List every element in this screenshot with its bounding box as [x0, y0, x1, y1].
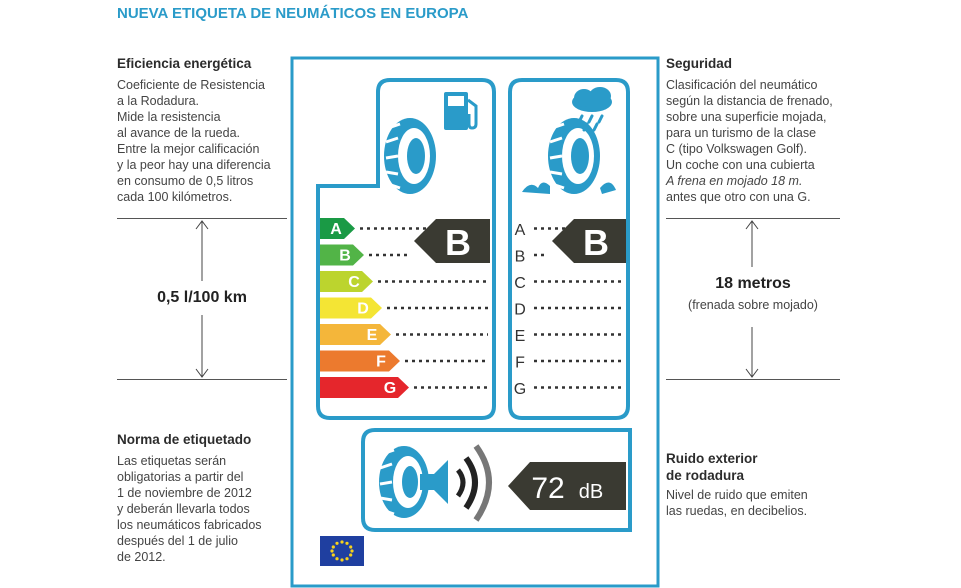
text-line: y deberán llevarla todos — [117, 502, 250, 516]
page-title: NUEVA ETIQUETA DE NEUMÁTICOS EN EUROPA — [117, 5, 469, 22]
wet-grade-label: A — [514, 222, 526, 239]
labeling-rule-heading: Norma de etiquetado — [117, 432, 252, 447]
text-line: los neumáticos fabricados — [117, 518, 262, 532]
labeling-rule-text — [117, 453, 297, 565]
text-line: en consumo de 0,5 litros — [117, 174, 254, 188]
eu-flag-icon — [320, 536, 364, 566]
fuel-grade-label: C — [348, 274, 360, 291]
wet-grade-label: G — [513, 381, 527, 398]
fuel-grade-arrow-e — [320, 324, 391, 345]
noise-unit: dB — [578, 481, 604, 503]
fuel-grade-arrow-f — [320, 351, 400, 372]
wet-grade-label: B — [514, 248, 526, 266]
fuel-grade-label: D — [357, 300, 369, 318]
fuel-grade-arrow-c — [320, 271, 373, 292]
text-line: Las etiquetas serán — [117, 454, 227, 468]
text-line: de 2012. — [117, 550, 166, 564]
wet-rating-letter: B — [583, 222, 609, 263]
fuel-grade-arrow-d — [320, 298, 382, 319]
wet-grade-label: C — [514, 275, 526, 292]
text-line: y la peor hay una diferencia — [117, 158, 271, 172]
fuel-grade-label: G — [383, 380, 397, 397]
noise-text — [666, 487, 866, 519]
heading-line: de rodadura — [666, 468, 745, 483]
text-line: según la distancia de frenado, — [666, 94, 833, 108]
noise-heading — [666, 450, 758, 484]
fuel-grade-label: E — [366, 327, 378, 344]
text-line: sobre una superficie mojada, — [666, 110, 827, 124]
text-line: A frena en mojado 18 m. — [666, 174, 803, 188]
text-line: Nivel de ruido que emiten — [666, 488, 808, 502]
text-line: a la Rodadura. — [117, 94, 200, 108]
energy-efficiency-heading: Eficiencia energética — [117, 56, 252, 71]
braking-distance-value: 18 metros — [715, 275, 791, 292]
text-line: antes que otro con una G. — [666, 190, 811, 204]
text-line: Entre la mejor calificación — [117, 142, 260, 156]
heading-line: Ruido exterior — [666, 451, 758, 466]
safety-text — [666, 77, 866, 205]
fuel-grade-label: F — [376, 353, 386, 371]
tire-icon — [384, 118, 436, 194]
text-line: Un coche con una cubierta — [666, 158, 815, 172]
wet-grade-label: F — [515, 354, 525, 372]
text-line: Clasificación del neumático — [666, 78, 818, 92]
energy-efficiency-text — [117, 77, 297, 205]
tire-label — [290, 56, 662, 588]
fuel-grade-label: A — [330, 221, 342, 238]
text-line: las ruedas, en decibelios. — [666, 504, 808, 518]
wet-grade-label: D — [514, 301, 526, 319]
fuel-grade-label: B — [339, 247, 351, 265]
text-line: Coeficiente de Resistencia — [117, 78, 265, 92]
text-line: después del 1 de julio — [117, 534, 238, 548]
text-line: C (tipo Volkswagen Golf). — [666, 142, 808, 156]
text-line: obligatorias a partir del — [117, 470, 244, 484]
measure-rule-bottom — [117, 379, 287, 380]
wet-grade-label: E — [514, 328, 526, 345]
fuel-rating-letter: B — [445, 222, 471, 263]
text-line: Mide la resistencia — [117, 110, 221, 124]
safety-heading: Seguridad — [666, 56, 733, 71]
text-line: cada 100 kilómetros. — [117, 190, 233, 204]
fuel-difference-value: 0,5 l/100 km — [157, 289, 247, 306]
braking-distance-note: (frenada sobre mojado) — [688, 298, 818, 312]
measure-rule-bottom — [666, 379, 840, 380]
noise-value-marker — [508, 462, 626, 510]
text-line: para un turismo de la clase — [666, 126, 817, 140]
text-line: al avance de la rueda. — [117, 126, 241, 140]
noise-value: 72 — [531, 472, 565, 505]
text-line: 1 de noviembre de 2012 — [117, 486, 252, 500]
